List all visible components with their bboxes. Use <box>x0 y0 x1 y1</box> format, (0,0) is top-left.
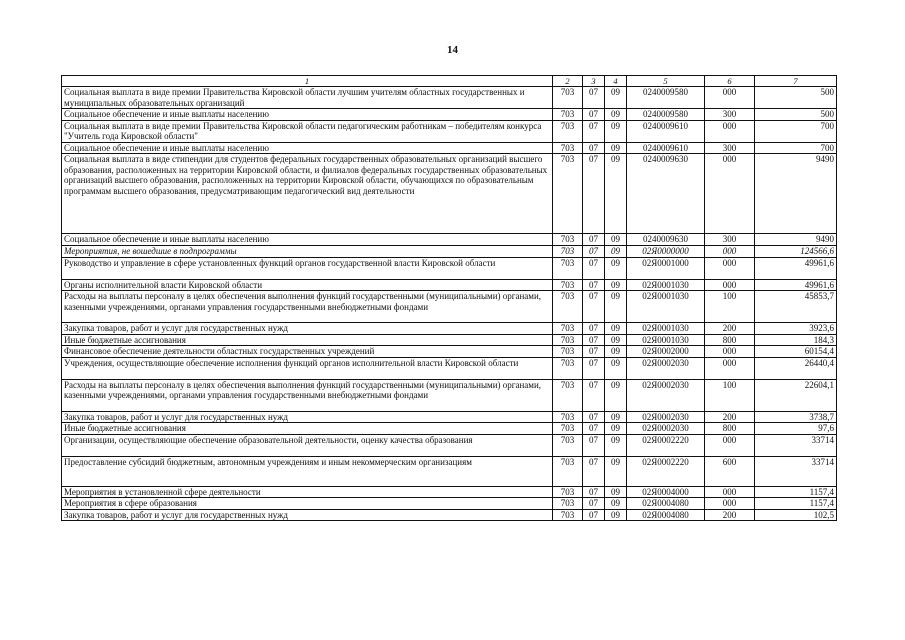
cell-vr: 000 <box>705 120 755 142</box>
cell-gr: 703 <box>553 323 583 335</box>
cell-gr: 703 <box>553 334 583 346</box>
cell-gr: 703 <box>553 498 583 510</box>
cell-gr: 703 <box>553 291 583 323</box>
cell-vr: 800 <box>705 423 755 435</box>
cell-gr: 703 <box>553 109 583 121</box>
cell-csr: 02Я0000000 <box>627 246 705 258</box>
table-row <box>62 498 837 510</box>
cell-rz: 07 <box>583 346 605 358</box>
cell-pr: 09 <box>605 346 627 358</box>
table-row <box>62 142 837 154</box>
cell-vr: 000 <box>705 246 755 258</box>
cell-pr: 09 <box>605 411 627 423</box>
table-row <box>62 509 837 521</box>
cell-pr: 09 <box>605 234 627 246</box>
cell-gr: 703 <box>553 246 583 258</box>
cell-csr: 02Я0002030 <box>627 379 705 411</box>
cell-pr: 09 <box>605 154 627 234</box>
cell-amount: 500 <box>755 87 837 109</box>
cell-vr: 000 <box>705 154 755 234</box>
cell-gr: 703 <box>553 346 583 358</box>
cell-amount: 97,6 <box>755 423 837 435</box>
cell-amount: 9490 <box>755 234 837 246</box>
cell-csr: 02Я0002220 <box>627 434 705 456</box>
cell-csr: 0240009610 <box>627 142 705 154</box>
cell-vr: 200 <box>705 509 755 521</box>
header-cell-2: 2 <box>553 76 583 87</box>
cell-name: Органы исполнительной власти Кировской области <box>62 279 553 291</box>
cell-csr: 02Я0001030 <box>627 323 705 335</box>
header-cell-6: 6 <box>705 76 755 87</box>
cell-name: Организации, осуществляющие обеспечение образовательной деятельности, оценку качества образования <box>62 434 553 456</box>
cell-amount: 3923,6 <box>755 323 837 335</box>
budget-table <box>61 75 837 521</box>
cell-gr: 703 <box>553 434 583 456</box>
cell-name: Социальное обеспечение и иные выплаты населению <box>62 142 553 154</box>
cell-name: Учреждения, осуществляющие обеспечение исполнения функций органов исполнительной власти Кировской области <box>62 357 553 379</box>
cell-pr: 09 <box>605 357 627 379</box>
cell-pr: 09 <box>605 87 627 109</box>
cell-pr: 09 <box>605 498 627 510</box>
cell-vr: 300 <box>705 109 755 121</box>
cell-pr: 09 <box>605 257 627 279</box>
table-row <box>62 456 837 486</box>
cell-gr: 703 <box>553 142 583 154</box>
header-cell-7: 7 <box>755 76 837 87</box>
cell-vr: 200 <box>705 323 755 335</box>
cell-name: Финансовое обеспечение деятельности областных государственных учреждений <box>62 346 553 358</box>
cell-name: Мероприятия, не вошедшие в подпрограммы <box>62 246 553 258</box>
cell-vr: 000 <box>705 486 755 498</box>
cell-rz: 07 <box>583 279 605 291</box>
table-row <box>62 486 837 498</box>
cell-vr: 800 <box>705 334 755 346</box>
cell-vr: 100 <box>705 379 755 411</box>
cell-csr: 0240009630 <box>627 154 705 234</box>
table-row <box>62 346 837 358</box>
cell-csr: 02Я0002030 <box>627 357 705 379</box>
cell-pr: 09 <box>605 509 627 521</box>
cell-rz: 07 <box>583 357 605 379</box>
cell-csr: 02Я0004080 <box>627 509 705 521</box>
cell-gr: 703 <box>553 379 583 411</box>
cell-gr: 703 <box>553 486 583 498</box>
cell-rz: 07 <box>583 379 605 411</box>
table-row <box>62 87 837 109</box>
cell-gr: 703 <box>553 257 583 279</box>
cell-csr: 02Я0001030 <box>627 334 705 346</box>
cell-name: Социальная выплата в виде премии Правительства Кировской области педагогическим работникам – победителям конкурса "Учитель года Кировской области" <box>62 120 553 142</box>
cell-rz: 07 <box>583 411 605 423</box>
cell-gr: 703 <box>553 357 583 379</box>
page-number: 14 <box>447 44 458 56</box>
cell-csr: 0240009580 <box>627 109 705 121</box>
cell-rz: 07 <box>583 434 605 456</box>
table-row <box>62 357 837 379</box>
cell-vr: 000 <box>705 346 755 358</box>
cell-csr: 02Я0002000 <box>627 346 705 358</box>
cell-vr: 000 <box>705 498 755 510</box>
table-row <box>62 434 837 456</box>
cell-gr: 703 <box>553 87 583 109</box>
cell-pr: 09 <box>605 109 627 121</box>
cell-rz: 07 <box>583 498 605 510</box>
table-row <box>62 234 837 246</box>
cell-csr: 02Я0004080 <box>627 498 705 510</box>
cell-csr: 0240009610 <box>627 120 705 142</box>
cell-gr: 703 <box>553 234 583 246</box>
cell-amount: 700 <box>755 142 837 154</box>
cell-rz: 07 <box>583 142 605 154</box>
cell-csr: 02Я0001030 <box>627 279 705 291</box>
cell-amount: 49961,6 <box>755 257 837 279</box>
table-row <box>62 291 837 323</box>
cell-gr: 703 <box>553 411 583 423</box>
cell-name: Предоставление субсидий бюджетным, автономным учреждениям и иным некоммерческим организациям <box>62 456 553 486</box>
cell-gr: 703 <box>553 456 583 486</box>
cell-amount: 33714 <box>755 434 837 456</box>
cell-name: Закупка товаров, работ и услуг для государственных нужд <box>62 323 553 335</box>
cell-rz: 07 <box>583 334 605 346</box>
cell-rz: 07 <box>583 257 605 279</box>
cell-pr: 09 <box>605 142 627 154</box>
cell-gr: 703 <box>553 509 583 521</box>
cell-csr: 0240009580 <box>627 87 705 109</box>
cell-vr: 100 <box>705 291 755 323</box>
header-cell-1: 1 <box>62 76 553 87</box>
cell-amount: 9490 <box>755 154 837 234</box>
cell-csr: 02Я0002030 <box>627 411 705 423</box>
cell-vr: 000 <box>705 279 755 291</box>
cell-rz: 07 <box>583 234 605 246</box>
cell-pr: 09 <box>605 486 627 498</box>
cell-rz: 07 <box>583 154 605 234</box>
cell-pr: 09 <box>605 120 627 142</box>
table-row <box>62 279 837 291</box>
cell-pr: 09 <box>605 334 627 346</box>
cell-amount: 26440,4 <box>755 357 837 379</box>
cell-amount: 3738,7 <box>755 411 837 423</box>
cell-amount: 33714 <box>755 456 837 486</box>
cell-rz: 07 <box>583 456 605 486</box>
cell-amount: 102,5 <box>755 509 837 521</box>
cell-csr: 02Я0001030 <box>627 291 705 323</box>
cell-rz: 07 <box>583 246 605 258</box>
cell-pr: 09 <box>605 434 627 456</box>
cell-amount: 500 <box>755 109 837 121</box>
cell-name: Социальная выплата в виде стипендии для студентов федеральных государственных образовательных организаций высшего образования, расположенных на территории Кировской области, и филиалов федеральных государственных образовательных организаций высшего образования, расположенных на территории Кировской области, обучающихся по образовательным программам высшего образования, предусматривающим педагогический вид деятельности <box>62 154 553 234</box>
table-row <box>62 109 837 121</box>
header-cell-4: 4 <box>605 76 627 87</box>
table-row <box>62 246 837 258</box>
cell-rz: 07 <box>583 509 605 521</box>
cell-gr: 703 <box>553 154 583 234</box>
cell-amount: 1157,4 <box>755 486 837 498</box>
table-row <box>62 120 837 142</box>
cell-pr: 09 <box>605 279 627 291</box>
cell-rz: 07 <box>583 87 605 109</box>
cell-gr: 703 <box>553 279 583 291</box>
cell-csr: 02Я0002030 <box>627 423 705 435</box>
cell-rz: 07 <box>583 109 605 121</box>
header-cell-3: 3 <box>583 76 605 87</box>
cell-vr: 000 <box>705 357 755 379</box>
cell-amount: 22604,1 <box>755 379 837 411</box>
cell-vr: 000 <box>705 87 755 109</box>
cell-name: Расходы на выплаты персоналу в целях обеспечения выполнения функций государственными (муниципальными) органами, казенными учреждениями, органами управления государственными внебюджетными фондами <box>62 291 553 323</box>
table-body <box>62 87 837 521</box>
cell-gr: 703 <box>553 120 583 142</box>
cell-name: Социальное обеспечение и иные выплаты населению <box>62 109 553 121</box>
cell-vr: 000 <box>705 257 755 279</box>
cell-rz: 07 <box>583 291 605 323</box>
table-row <box>62 411 837 423</box>
cell-vr: 200 <box>705 411 755 423</box>
cell-vr: 300 <box>705 234 755 246</box>
table-row <box>62 154 837 234</box>
cell-pr: 09 <box>605 456 627 486</box>
cell-amount: 700 <box>755 120 837 142</box>
cell-name: Мероприятия в сфере образования <box>62 498 553 510</box>
cell-csr: 02Я0002220 <box>627 456 705 486</box>
cell-name: Расходы на выплаты персоналу в целях обеспечения выполнения функций государственными (муниципальными) органами, казенными учреждениями, органами управления государственными внебюджетными фондами <box>62 379 553 411</box>
cell-vr: 600 <box>705 456 755 486</box>
cell-pr: 09 <box>605 291 627 323</box>
table-row <box>62 379 837 411</box>
cell-amount: 1157,4 <box>755 498 837 510</box>
cell-amount: 124566,6 <box>755 246 837 258</box>
cell-name: Иные бюджетные ассигнования <box>62 423 553 435</box>
cell-pr: 09 <box>605 379 627 411</box>
cell-amount: 184,3 <box>755 334 837 346</box>
cell-amount: 60154,4 <box>755 346 837 358</box>
table-row <box>62 323 837 335</box>
cell-pr: 09 <box>605 323 627 335</box>
cell-rz: 07 <box>583 486 605 498</box>
cell-rz: 07 <box>583 120 605 142</box>
cell-name: Руководство и управление в сфере установленных функций органов государственной власти Кировской области <box>62 257 553 279</box>
cell-rz: 07 <box>583 323 605 335</box>
cell-pr: 09 <box>605 423 627 435</box>
cell-csr: 02Я0004000 <box>627 486 705 498</box>
header-row <box>62 76 837 87</box>
table-row <box>62 423 837 435</box>
cell-amount: 49961,6 <box>755 279 837 291</box>
cell-name: Иные бюджетные ассигнования <box>62 334 553 346</box>
header-cell-5: 5 <box>627 76 705 87</box>
cell-name: Закупка товаров, работ и услуг для государственных нужд <box>62 509 553 521</box>
cell-name: Социальная выплата в виде премии Правительства Кировской области лучшим учителям областных государственных и муниципальных образовательных организаций <box>62 87 553 109</box>
cell-pr: 09 <box>605 246 627 258</box>
cell-csr: 02Я0001000 <box>627 257 705 279</box>
cell-name: Закупка товаров, работ и услуг для государственных нужд <box>62 411 553 423</box>
cell-gr: 703 <box>553 423 583 435</box>
cell-rz: 07 <box>583 423 605 435</box>
cell-amount: 45853,7 <box>755 291 837 323</box>
cell-vr: 300 <box>705 142 755 154</box>
cell-csr: 0240009630 <box>627 234 705 246</box>
cell-name: Социальное обеспечение и иные выплаты населению <box>62 234 553 246</box>
table-row <box>62 334 837 346</box>
cell-name: Мероприятия в установленной сфере деятельности <box>62 486 553 498</box>
table-row <box>62 257 837 279</box>
cell-vr: 000 <box>705 434 755 456</box>
